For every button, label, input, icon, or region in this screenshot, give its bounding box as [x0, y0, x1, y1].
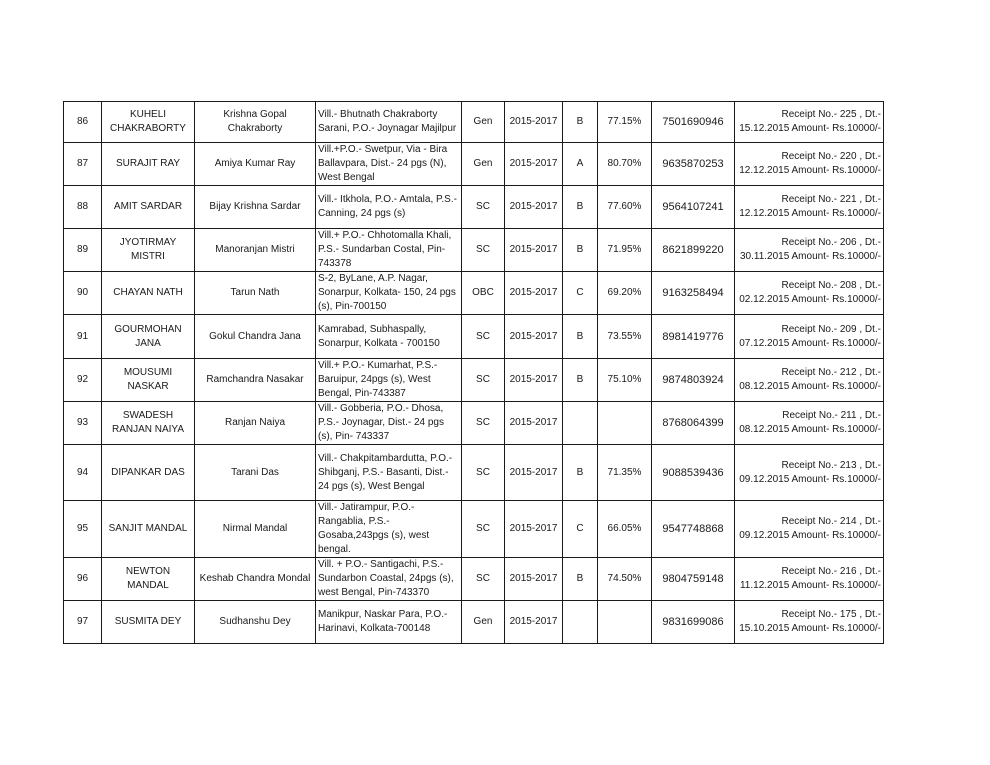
category-cell: SC [462, 359, 505, 402]
phone-number-cell: 8981419776 [652, 315, 735, 359]
session-cell: 2015-2017 [505, 315, 563, 359]
grade-cell [563, 402, 598, 445]
category-cell: SC [462, 445, 505, 501]
address-cell: Vill.- Jatirampur, P.O.- Rangablia, P.S.- Gosaba,243pgs (s), west bengal. [316, 501, 462, 558]
guardian-name-cell: Bijay Krishna Sardar [195, 186, 316, 229]
table-row [64, 558, 884, 601]
receipt-cell: Receipt No.- 211 , Dt.- 08.12.2015 Amount- Rs.10000/- [735, 402, 884, 445]
receipt-cell: Receipt No.- 175 , Dt.- 15.10.2015 Amount- Rs.10000/- [735, 601, 884, 644]
percentage-cell: 66.05% [598, 501, 652, 558]
student-name-cell: DIPANKAR DAS [102, 445, 195, 501]
serial-number-cell: 95 [64, 501, 102, 558]
percentage-cell: 71.95% [598, 229, 652, 272]
grade-cell: B [563, 359, 598, 402]
phone-number-cell: 9163258494 [652, 272, 735, 315]
table-row [64, 102, 884, 143]
table-row [64, 143, 884, 186]
student-name-cell: JYOTIRMAY MISTRI [102, 229, 195, 272]
serial-number-cell: 88 [64, 186, 102, 229]
grade-cell: C [563, 501, 598, 558]
session-cell: 2015-2017 [505, 445, 563, 501]
address-cell: Manikpur, Naskar Para, P.O.- Harinavi, Kolkata-700148 [316, 601, 462, 644]
student-name-cell: KUHELI CHAKRABORTY [102, 102, 195, 143]
student-name-cell: GOURMOHAN JANA [102, 315, 195, 359]
phone-number-cell: 9088539436 [652, 445, 735, 501]
category-cell: OBC [462, 272, 505, 315]
grade-cell: B [563, 186, 598, 229]
percentage-cell: 80.70% [598, 143, 652, 186]
address-cell: Vill.+ P.O.- Kumarhat, P.S.- Baruipur, 24pgs (s), West Bengal, Pin-743387 [316, 359, 462, 402]
address-cell: Vill.- Bhutnath Chakraborty Sarani, P.O.- Joynagar Majilpur [316, 102, 462, 143]
phone-number-cell: 8621899220 [652, 229, 735, 272]
category-cell: SC [462, 186, 505, 229]
phone-number-cell: 9831699086 [652, 601, 735, 644]
student-name-cell: SURAJIT RAY [102, 143, 195, 186]
session-cell: 2015-2017 [505, 229, 563, 272]
category-cell: SC [462, 315, 505, 359]
address-cell: Vill.- Chakpitambardutta, P.O.- Shibganj, P.S.- Basanti, Dist.- 24 pgs (s), West Bengal [316, 445, 462, 501]
guardian-name-cell: Keshab Chandra Mondal [195, 558, 316, 601]
guardian-name-cell: Krishna Gopal Chakraborty [195, 102, 316, 143]
session-cell: 2015-2017 [505, 402, 563, 445]
student-name-cell: AMIT SARDAR [102, 186, 195, 229]
receipt-cell: Receipt No.- 216 , Dt.- 11.12.2015 Amount- Rs.10000/- [735, 558, 884, 601]
table-row [64, 315, 884, 359]
grade-cell: B [563, 102, 598, 143]
address-cell: Vill.+ P.O.- Chhotomalla Khali, P.S.- Sundarban Costal, Pin- 743378 [316, 229, 462, 272]
serial-number-cell: 87 [64, 143, 102, 186]
session-cell: 2015-2017 [505, 143, 563, 186]
grade-cell: B [563, 445, 598, 501]
guardian-name-cell: Amiya Kumar Ray [195, 143, 316, 186]
session-cell: 2015-2017 [505, 272, 563, 315]
serial-number-cell: 94 [64, 445, 102, 501]
grade-cell [563, 601, 598, 644]
percentage-cell: 71.35% [598, 445, 652, 501]
student-name-cell: MOUSUMI NASKAR [102, 359, 195, 402]
serial-number-cell: 91 [64, 315, 102, 359]
serial-number-cell: 89 [64, 229, 102, 272]
receipt-cell: Receipt No.- 221 , Dt.- 12.12.2015 Amount- Rs.10000/- [735, 186, 884, 229]
receipt-cell: Receipt No.- 208 , Dt.- 02.12.2015 Amount- Rs.10000/- [735, 272, 884, 315]
phone-number-cell: 9564107241 [652, 186, 735, 229]
serial-number-cell: 96 [64, 558, 102, 601]
session-cell: 2015-2017 [505, 601, 563, 644]
percentage-cell: 77.15% [598, 102, 652, 143]
phone-number-cell: 8768064399 [652, 402, 735, 445]
serial-number-cell: 97 [64, 601, 102, 644]
student-name-cell: CHAYAN NATH [102, 272, 195, 315]
address-cell: Vill.+P.O.- Swetpur, Via - Bira Ballavpara, Dist.- 24 pgs (N), West Bengal [316, 143, 462, 186]
address-cell: Vill. + P.O.- Santigachi, P.S.- Sundarbon Coastal, 24pgs (s), west Bengal, Pin-743370 [316, 558, 462, 601]
percentage-cell: 74.50% [598, 558, 652, 601]
guardian-name-cell: Tarun Nath [195, 272, 316, 315]
student-name-cell: SANJIT MANDAL [102, 501, 195, 558]
student-name-cell: SWADESH RANJAN NAIYA [102, 402, 195, 445]
session-cell: 2015-2017 [505, 186, 563, 229]
address-cell: S-2, ByLane, A.P. Nagar, Sonarpur, Kolkata- 150, 24 pgs (s), Pin-700150 [316, 272, 462, 315]
receipt-cell: Receipt No.- 212 , Dt.- 08.12.2015 Amount- Rs.10000/- [735, 359, 884, 402]
table-row [64, 229, 884, 272]
receipt-cell: Receipt No.- 206 , Dt.- 30.11.2015 Amount- Rs.10000/- [735, 229, 884, 272]
guardian-name-cell: Ramchandra Nasakar [195, 359, 316, 402]
grade-cell: A [563, 143, 598, 186]
percentage-cell [598, 601, 652, 644]
receipt-cell: Receipt No.- 220 , Dt.- 12.12.2015 Amount- Rs.10000/- [735, 143, 884, 186]
category-cell: Gen [462, 102, 505, 143]
category-cell: SC [462, 501, 505, 558]
session-cell: 2015-2017 [505, 102, 563, 143]
student-name-cell: SUSMITA DEY [102, 601, 195, 644]
student-name-cell: NEWTON MANDAL [102, 558, 195, 601]
grade-cell: B [563, 315, 598, 359]
session-cell: 2015-2017 [505, 501, 563, 558]
percentage-cell: 73.55% [598, 315, 652, 359]
table-row [64, 359, 884, 402]
grade-cell: B [563, 229, 598, 272]
receipt-cell: Receipt No.- 213 , Dt.- 09.12.2015 Amount- Rs.10000/- [735, 445, 884, 501]
table-row [64, 402, 884, 445]
percentage-cell [598, 402, 652, 445]
session-cell: 2015-2017 [505, 558, 563, 601]
serial-number-cell: 90 [64, 272, 102, 315]
category-cell: SC [462, 402, 505, 445]
guardian-name-cell: Sudhanshu Dey [195, 601, 316, 644]
address-cell: Vill.- Gobberia, P.O.- Dhosa, P.S.- Joynagar, Dist.- 24 pgs (s), Pin- 743337 [316, 402, 462, 445]
serial-number-cell: 92 [64, 359, 102, 402]
table-row [64, 445, 884, 501]
phone-number-cell: 9635870253 [652, 143, 735, 186]
phone-number-cell: 7501690946 [652, 102, 735, 143]
guardian-name-cell: Nirmal Mandal [195, 501, 316, 558]
receipt-cell: Receipt No.- 225 , Dt.- 15.12.2015 Amount- Rs.10000/- [735, 102, 884, 143]
phone-number-cell: 9874803924 [652, 359, 735, 402]
address-cell: Vill.- Itkhola, P.O.- Amtala, P.S.- Canning, 24 pgs (s) [316, 186, 462, 229]
receipt-cell: Receipt No.- 214 , Dt.- 09.12.2015 Amount- Rs.10000/- [735, 501, 884, 558]
serial-number-cell: 93 [64, 402, 102, 445]
percentage-cell: 77.60% [598, 186, 652, 229]
receipt-cell: Receipt No.- 209 , Dt.- 07.12.2015 Amount- Rs.10000/- [735, 315, 884, 359]
category-cell: SC [462, 558, 505, 601]
address-cell: Kamrabad, Subhaspally, Sonarpur, Kolkata - 700150 [316, 315, 462, 359]
phone-number-cell: 9547748868 [652, 501, 735, 558]
grade-cell: C [563, 272, 598, 315]
category-cell: Gen [462, 143, 505, 186]
student-records-table [63, 101, 884, 644]
table-body [64, 102, 884, 644]
session-cell: 2015-2017 [505, 359, 563, 402]
table-row [64, 186, 884, 229]
guardian-name-cell: Tarani Das [195, 445, 316, 501]
phone-number-cell: 9804759148 [652, 558, 735, 601]
guardian-name-cell: Ranjan Naiya [195, 402, 316, 445]
category-cell: Gen [462, 601, 505, 644]
grade-cell: B [563, 558, 598, 601]
percentage-cell: 69.20% [598, 272, 652, 315]
table-row [64, 601, 884, 644]
table-row [64, 272, 884, 315]
serial-number-cell: 86 [64, 102, 102, 143]
table-row [64, 501, 884, 558]
percentage-cell: 75.10% [598, 359, 652, 402]
category-cell: SC [462, 229, 505, 272]
guardian-name-cell: Gokul Chandra Jana [195, 315, 316, 359]
guardian-name-cell: Manoranjan Mistri [195, 229, 316, 272]
